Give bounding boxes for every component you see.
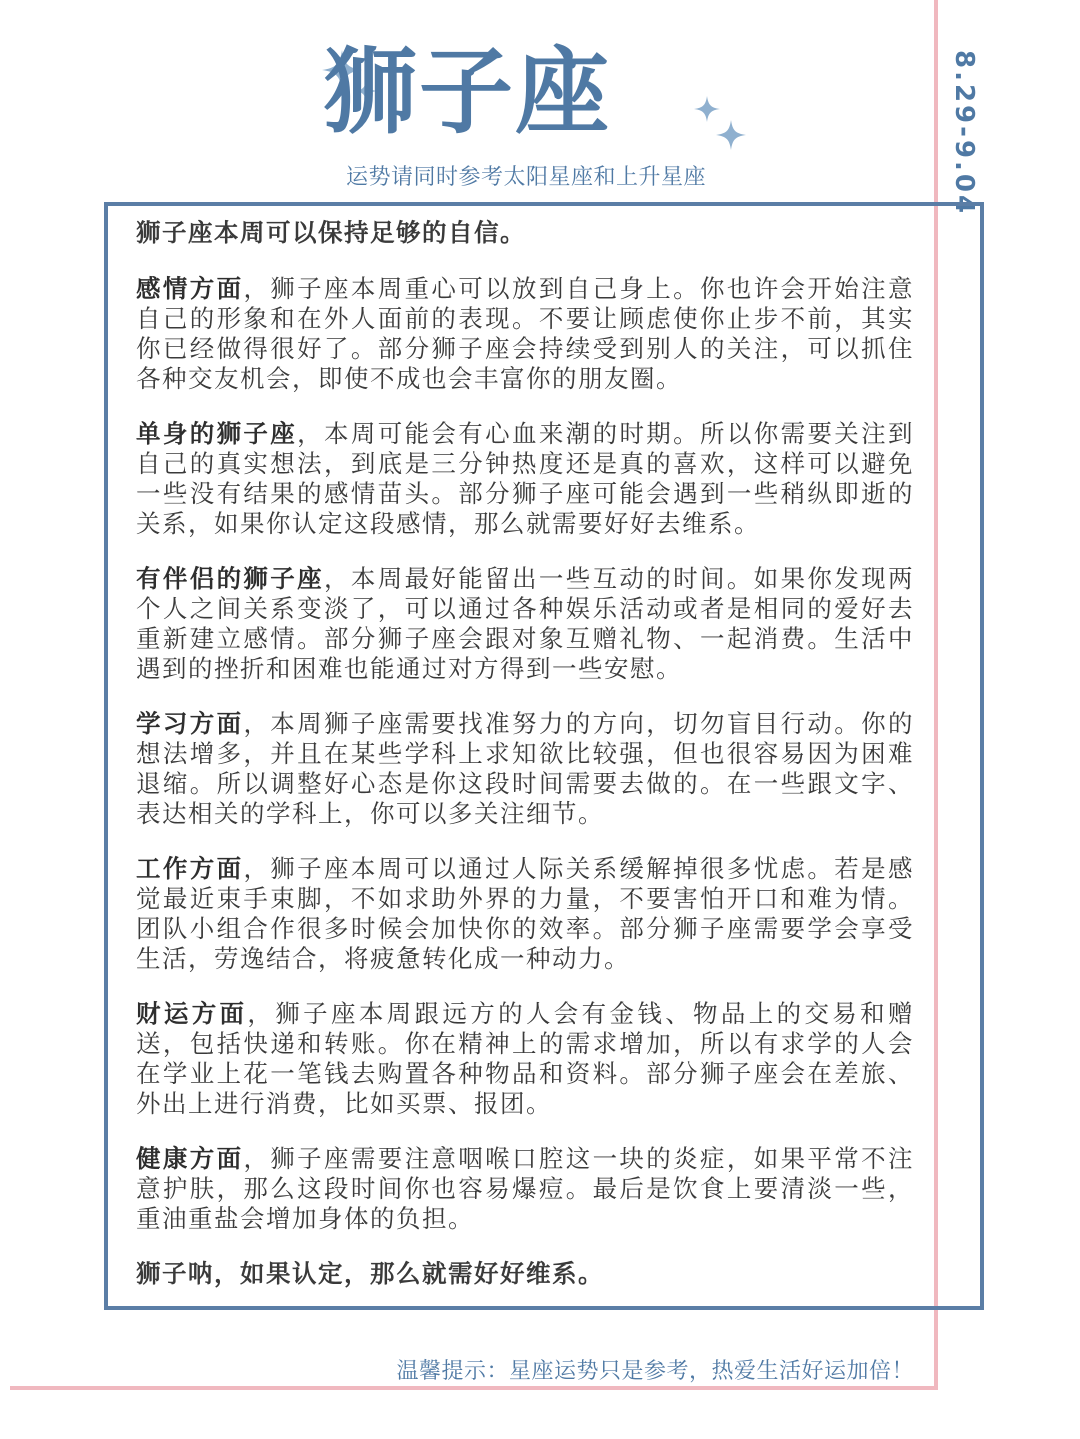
paragraph-lead: 感情方面: [136, 274, 244, 303]
headline: 狮子座本周可以保持足够的自信。: [136, 218, 526, 247]
paragraph-study: [136, 709, 914, 829]
horoscope-content: [136, 218, 914, 1289]
paragraph-text: ，狮子座本周重心可以放到自己身上。你也许会开始注意自己的形象和在外人面前的表现。不要让顾虑使你止步不前，其实你已经做得很好了。部分狮子座会持续受到别人的关注，可以抓住各种交友机会，即使不成也会丰富你的朋友圈。: [136, 274, 915, 393]
paragraph-love: [136, 274, 914, 394]
closing-line: 狮子呐，如果认定，那么就需好好维系。: [136, 1259, 604, 1288]
paragraph-partnered: [136, 564, 914, 684]
paragraph-text: ，狮子座本周可以通过人际关系缓解掉很多忧虑。若是感觉最近束手束脚，不如求助外界的力量，不要害怕开口和难为情。团队小组合作很多时候会加快你的效率。部分狮子座需要学会享受生活，劳逸结合，将疲惫转化成一种动力。: [136, 854, 915, 973]
paragraph-text: ，狮子座需要注意咽喉口腔这一块的炎症，如果平常不注意护肤，那么这段时间你也容易爆痘。最后是饮食上要清淡一些，重油重盐会增加身体的负担。: [136, 1144, 915, 1233]
paragraph-lead: 财运方面: [136, 999, 248, 1028]
paragraph-lead: 单身的狮子座: [136, 419, 298, 448]
paragraph-single: [136, 419, 914, 539]
paragraph-text: ，狮子座本周跟远方的人会有金钱、物品上的交易和赠送，包括快递和转账。你在精神上的需求增加，所以有求学的人会在学业上花一笔钱去购置各种物品和资料。部分狮子座会在差旅、外出上进行消费，比如买票、报团。: [136, 999, 915, 1118]
page-title: 狮子座: [322, 38, 611, 147]
paragraph-work: [136, 854, 914, 974]
paragraph-health: [136, 1144, 914, 1234]
paragraph-lead: 工作方面: [136, 854, 244, 883]
paragraph-text: ，本周可能会有心血来潮的时期。所以你需要关注到自己的真实想法，到底是三分钟热度还是真的喜欢，这样可以避免一些没有结果的感情苗头。部分狮子座可能会遇到一些稍纵即逝的关系，如果你认定这段感情，那么就需要好好去维系。: [136, 419, 915, 538]
paragraph-lead: 健康方面: [136, 1144, 244, 1173]
paragraph-wealth: [136, 999, 914, 1119]
paragraph-lead: 学习方面: [136, 709, 244, 738]
paragraph-lead: 有伴侣的狮子座: [136, 564, 324, 593]
subtitle: 运势请同时参考太阳星座和上升星座: [345, 165, 706, 190]
paragraph-text: ，本周狮子座需要找准努力的方向，切勿盲目行动。你的想法增多，并且在某些学科上求知欲比较强，但也很容易因为困难退缩。所以调整好心态是你这段时间需要去做的。在一些跟文字、表达相关的学科上，你可以多关注细节。: [136, 709, 915, 828]
pink-horizontal-line: [10, 1386, 938, 1390]
footer-tip: 温馨提示：星座运势只是参考，热爱生活好运加倍！: [396, 1359, 914, 1384]
paragraph-text: ，本周最好能留出一些互动的时间。如果你发现两个人之间关系变淡了，可以通过各种娱乐活动或者是相同的爱好去重新建立感情。部分狮子座会跟对象互赠礼物、一起消费。生活中遇到的挫折和困难也能通过对方得到一些安慰。: [136, 564, 914, 683]
date-range: 8.29-9.04: [949, 50, 979, 217]
